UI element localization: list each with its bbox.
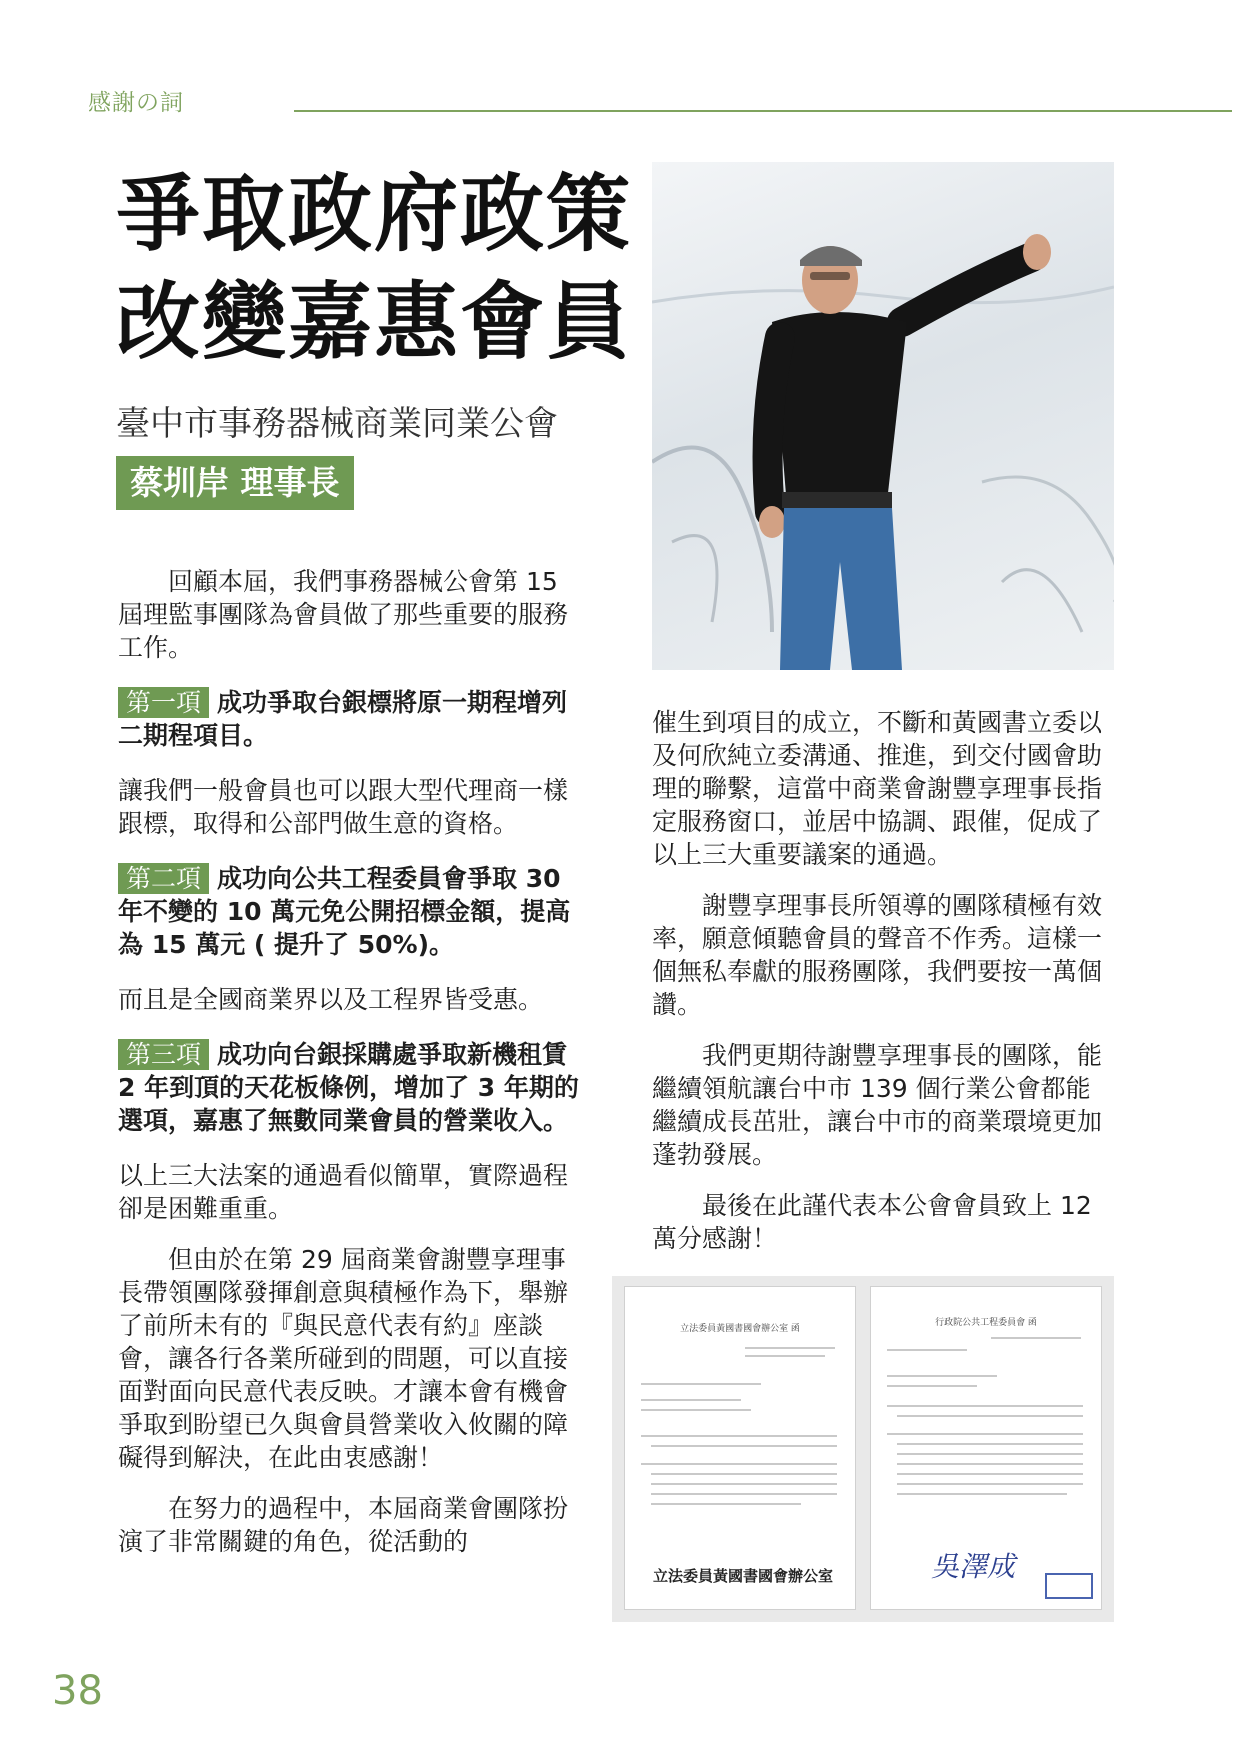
paragraph-right-1: 催生到項目的成立，不斷和黃國書立委以及何欣純立委溝通、推進，到交付國會助理的聯繫，這當中商業會謝豐享理事長指定服務窗口，並居中協調、跟催，促成了以上三大重要議案的通過。: [652, 708, 1103, 869]
item-3-tag: 第三項: [118, 1039, 209, 1070]
title-line-1: 爭取政府政策: [116, 165, 633, 263]
document-1-signature: 立法委員黃國書國會辦公室: [653, 1567, 834, 1585]
person-badge: 蔡圳岸 理事長: [116, 456, 354, 510]
document-2-stamp: [1045, 1573, 1093, 1599]
section-divider: [294, 110, 1232, 112]
item-3-body: 以上三大法案的通過看似簡單，實際過程卻是困難重重。: [118, 1161, 569, 1223]
portrait-illustration: [652, 162, 1114, 670]
item-1-heading: [118, 686, 586, 752]
page-number: 38: [52, 1668, 103, 1714]
item-2-body: 而且是全國商業界以及工程界皆受惠。: [118, 985, 544, 1014]
right-column: [652, 706, 1114, 1255]
document-2-title: 行政院公共工程委員會 函: [935, 1318, 1037, 1328]
left-column: [118, 565, 586, 1558]
paragraph-right-2: 謝豐享理事長所領導的團隊積極有效率，願意傾聽會員的聲音不作秀。這樣一個無私奉獻的服務團隊，我們要按一萬個讚。: [652, 891, 1103, 1019]
title-line-2: 改變嘉惠會員: [116, 273, 633, 371]
paragraph-right-4: 最後在此謹代表本公會會員致上 12 萬分感謝！: [652, 1191, 1092, 1253]
item-2-tag: 第二項: [118, 863, 209, 894]
document-1-title: 立法委員黃國書國會辦公室 函: [680, 1324, 800, 1334]
item-2-heading-text: 成功向公共工程委員會爭取 30 年不變的 10 萬元免公開招標金額，提高為 15 萬元 ( 提升了 50%)。: [118, 864, 571, 959]
article-title: [116, 160, 633, 376]
document-letter-1: [624, 1286, 856, 1610]
item-1-heading-text: 成功爭取台銀標將原一期程增列二期程項目。: [118, 688, 568, 750]
official-documents: [612, 1276, 1114, 1622]
item-3-heading-text: 成功向台銀採購處爭取新機租賃 2 年到頂的天花板條例，增加了 3 年期的選項，嘉惠了無數同業會員的營業收入。: [118, 1040, 579, 1135]
portrait-photo: [652, 162, 1114, 670]
organization-name: 臺中市事務器械商業同業公會: [116, 404, 558, 444]
item-2-heading: [118, 862, 586, 961]
paragraph-left-1: 但由於在第 29 屆商業會謝豐享理事長帶領團隊發揮創意與積極作為下，舉辦了前所未有的『與民意代表有約』座談會，讓各行各業所碰到的問題，可以直接面對面向民意代表反映。才讓本會有機會爭取到盼望已久與會員營業收入攸關的障礙得到解決，在此由衷感謝！: [118, 1245, 569, 1472]
item-1-body: 讓我們一般會員也可以跟大型代理商一樣跟標，取得和公部門做生意的資格。: [118, 776, 569, 838]
paragraph-left-2: 在努力的過程中，本屆商業會團隊扮演了非常關鍵的角色，從活動的: [118, 1494, 569, 1556]
document-2-signature: 吳澤成: [931, 1550, 1016, 1583]
document-letter-2: [870, 1286, 1102, 1610]
item-1-tag: 第一項: [118, 687, 209, 718]
paragraph-right-3: 我們更期待謝豐享理事長的團隊，能繼續領航讓台中市 139 個行業公會都能繼續成長茁壯，讓台中市的商業環境更加蓬勃發展。: [652, 1041, 1103, 1169]
section-label: 感謝の詞: [88, 90, 184, 116]
intro-paragraph: 回顧本屆，我們事務器械公會第 15 屆理監事團隊為會員做了那些重要的服務工作。: [118, 567, 569, 662]
item-3-heading: [118, 1038, 586, 1137]
